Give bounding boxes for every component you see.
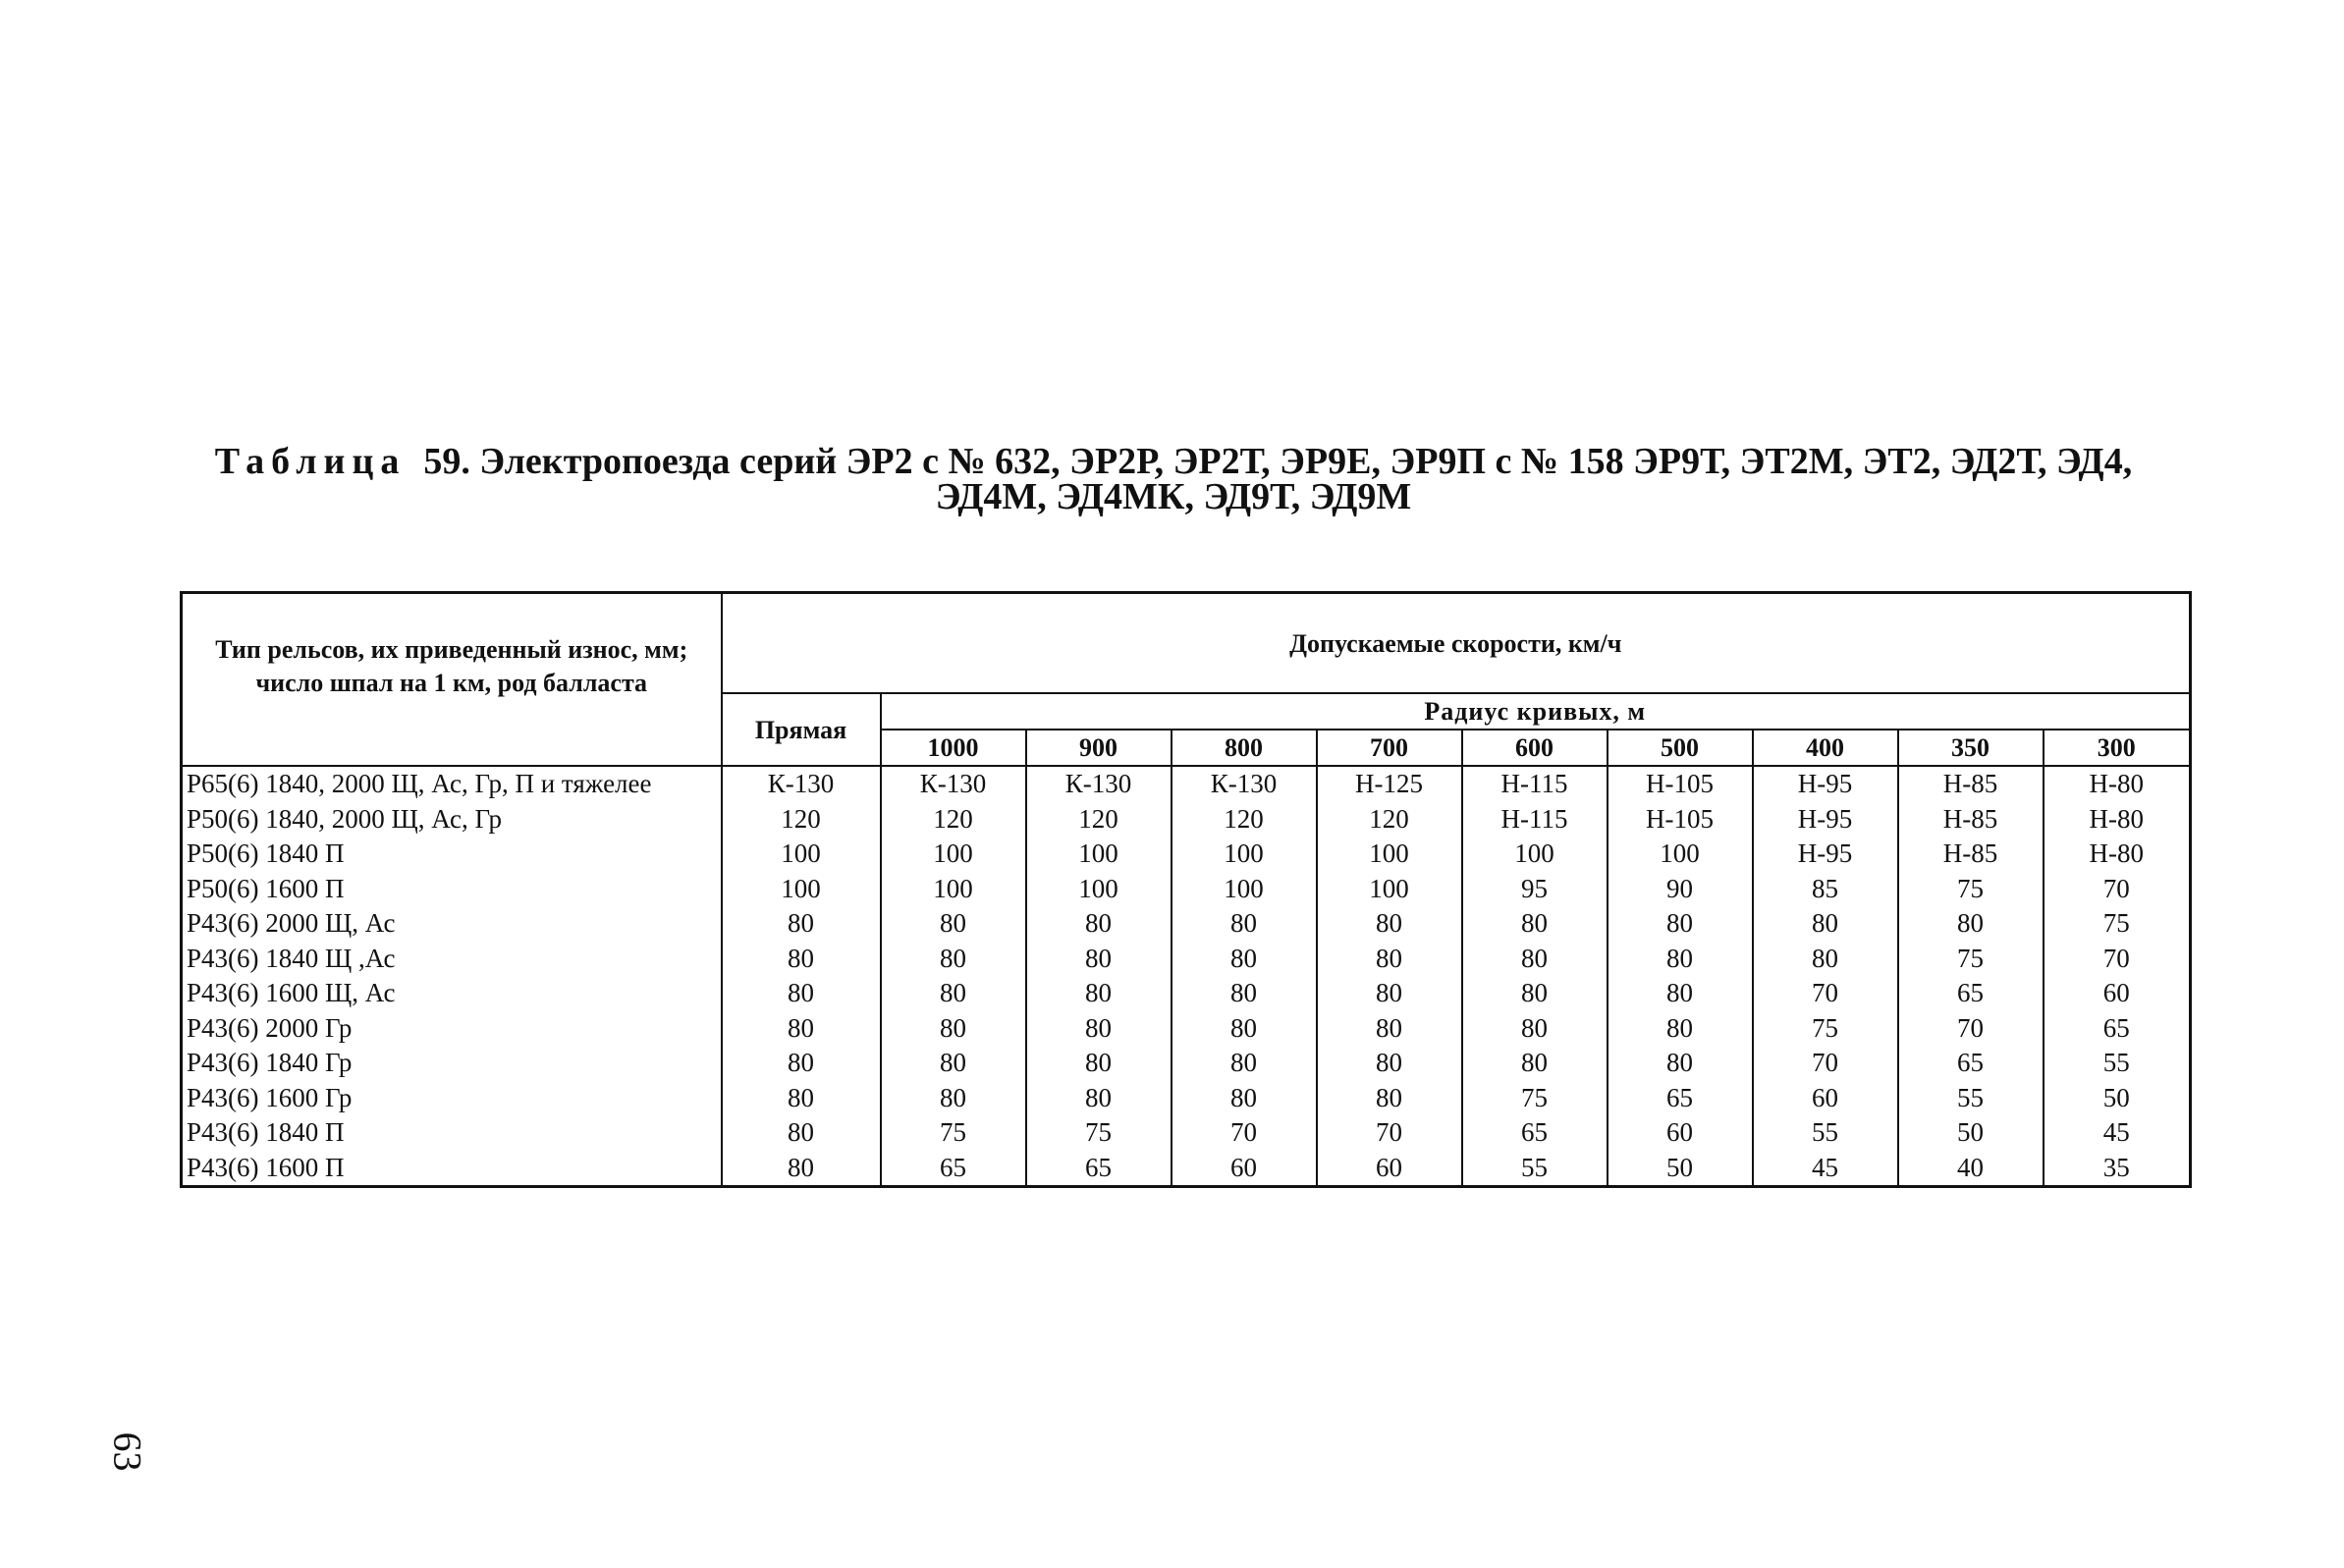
- table-title: [147, 441, 2200, 517]
- curve-speed-cell: 80: [881, 906, 1026, 942]
- curve-speed-cell: 70: [1753, 1046, 1898, 1081]
- curve-speed-cell: 80: [1753, 906, 1898, 942]
- rail-type-cell: Р43(6) 1600 Щ, Ас: [182, 976, 722, 1011]
- curve-speed-cell: Н-85: [1898, 802, 2044, 838]
- curve-speed-cell: 75: [1753, 1011, 1898, 1047]
- table-row: [182, 1115, 2191, 1151]
- table-row: [182, 1046, 2191, 1081]
- curve-speed-cell: 100: [881, 872, 1026, 907]
- curve-speed-cell: 120: [1317, 802, 1462, 838]
- curve-speed-cell: 35: [2044, 1151, 2191, 1187]
- curve-speed-cell: 40: [1898, 1151, 2044, 1187]
- curve-speed-cell: 80: [881, 1081, 1026, 1116]
- curve-speed-cell: 80: [1317, 1081, 1462, 1116]
- rail-type-cell: Р43(6) 1840 Гр: [182, 1046, 722, 1081]
- curve-speed-cell: 70: [2044, 872, 2191, 907]
- curve-speed-cell: 70: [1317, 1115, 1462, 1151]
- curve-speed-cell: 80: [1317, 1011, 1462, 1047]
- curve-speed-cell: 75: [881, 1115, 1026, 1151]
- curve-speed-cell: 80: [1753, 942, 1898, 977]
- curve-speed-cell: 65: [1898, 976, 2044, 1011]
- title-prefix: Таблица: [214, 441, 407, 482]
- curve-speed-cell: 80: [1172, 942, 1317, 977]
- rail-type-cell: Р43(6) 2000 Гр: [182, 1011, 722, 1047]
- straight-speed-cell: 100: [722, 872, 881, 907]
- curve-speed-cell: Н-95: [1753, 766, 1898, 802]
- curve-speed-cell: 75: [2044, 906, 2191, 942]
- table-body: [182, 766, 2191, 1187]
- curve-speed-cell: 60: [1317, 1151, 1462, 1187]
- page-number: 63: [105, 1432, 150, 1472]
- curve-speed-cell: 60: [1608, 1115, 1753, 1151]
- curve-speed-cell: 120: [881, 802, 1026, 838]
- speed-table: [180, 591, 2192, 1188]
- curve-speed-cell: 80: [1026, 1081, 1172, 1116]
- curve-speed-cell: 80: [1172, 1046, 1317, 1081]
- curve-speed-cell: 70: [1898, 1011, 2044, 1047]
- curve-speed-cell: 80: [1172, 1011, 1317, 1047]
- curve-speed-cell: 100: [1026, 872, 1172, 907]
- curve-speed-cell: Н-85: [1898, 837, 2044, 872]
- curve-speed-cell: 75: [1026, 1115, 1172, 1151]
- curve-speed-cell: 80: [1608, 1046, 1753, 1081]
- straight-speed-cell: 100: [722, 837, 881, 872]
- table-row: [182, 837, 2191, 872]
- radius-header-cell: 400: [1753, 730, 1898, 766]
- curve-speed-cell: 80: [1608, 906, 1753, 942]
- curve-speed-cell: 70: [1753, 976, 1898, 1011]
- curve-speed-cell: 65: [1898, 1046, 2044, 1081]
- rail-type-cell: Р50(6) 1600 П: [182, 872, 722, 907]
- curve-speed-cell: 80: [881, 1011, 1026, 1047]
- radius-header-cell: 600: [1462, 730, 1608, 766]
- curve-speed-cell: Н-85: [1898, 766, 2044, 802]
- table-row: [182, 1081, 2191, 1116]
- curve-speed-cell: 120: [1172, 802, 1317, 838]
- curve-speed-cell: 80: [1462, 1046, 1608, 1081]
- curve-speed-cell: Н-80: [2044, 766, 2191, 802]
- rail-type-cell: Р43(6) 1840 П: [182, 1115, 722, 1151]
- rail-type-cell: Р43(6) 2000 Щ, Ас: [182, 906, 722, 942]
- curve-speed-cell: 80: [1462, 976, 1608, 1011]
- straight-speed-cell: 80: [722, 976, 881, 1011]
- curve-speed-cell: 55: [1753, 1115, 1898, 1151]
- curve-speed-cell: 55: [2044, 1046, 2191, 1081]
- curve-speed-cell: 80: [1317, 906, 1462, 942]
- rail-type-cell: Р50(6) 1840, 2000 Щ, Ас, Гр: [182, 802, 722, 838]
- curve-speed-cell: К-130: [881, 766, 1026, 802]
- curve-speed-cell: 75: [1898, 872, 2044, 907]
- curve-speed-cell: 50: [1608, 1151, 1753, 1187]
- curve-speed-cell: 85: [1753, 872, 1898, 907]
- radius-header-cell: 900: [1026, 730, 1172, 766]
- curve-speed-cell: 80: [1898, 906, 2044, 942]
- curve-speed-cell: Н-95: [1753, 837, 1898, 872]
- curve-speed-cell: 65: [1608, 1081, 1753, 1116]
- curve-speed-cell: 80: [1462, 1011, 1608, 1047]
- rail-type-header: Тип рельсов, их приведенный износ, мм; число шпал на 1 км, род балласта: [182, 593, 722, 767]
- curve-speed-cell: 100: [1172, 872, 1317, 907]
- straight-speed-cell: 80: [722, 1081, 881, 1116]
- curve-speed-cell: 45: [2044, 1115, 2191, 1151]
- title-line-1: [147, 441, 2200, 482]
- straight-speed-cell: 80: [722, 1115, 881, 1151]
- table-row: [182, 802, 2191, 838]
- straight-speed-cell: 80: [722, 906, 881, 942]
- curve-speed-cell: 80: [1317, 942, 1462, 977]
- radius-header-cell: 350: [1898, 730, 2044, 766]
- curve-speed-cell: 80: [1608, 1011, 1753, 1047]
- curve-speed-cell: 90: [1608, 872, 1753, 907]
- curve-speed-cell: Н-105: [1608, 802, 1753, 838]
- curve-speed-cell: 80: [1026, 1011, 1172, 1047]
- curve-speed-cell: 45: [1753, 1151, 1898, 1187]
- curve-speed-cell: 100: [1462, 837, 1608, 872]
- curve-speed-cell: 100: [1317, 837, 1462, 872]
- curve-speed-cell: К-130: [1172, 766, 1317, 802]
- table-row: [182, 766, 2191, 802]
- curve-speed-cell: 100: [1172, 837, 1317, 872]
- straight-speed-cell: 80: [722, 1011, 881, 1047]
- title-line-2: ЭД4М, ЭД4МК, ЭД9Т, ЭД9М: [935, 476, 1412, 517]
- straight-speed-cell: 120: [722, 802, 881, 838]
- curve-speed-cell: 80: [1608, 976, 1753, 1011]
- straight-speed-cell: 80: [722, 1151, 881, 1187]
- curve-speed-cell: 65: [881, 1151, 1026, 1187]
- radius-header-cell: 300: [2044, 730, 2191, 766]
- curve-speed-cell: 75: [1898, 942, 2044, 977]
- curve-speed-cell: 80: [1172, 976, 1317, 1011]
- curve-speed-cell: 80: [1608, 942, 1753, 977]
- rail-type-cell: Р43(6) 1600 Гр: [182, 1081, 722, 1116]
- curve-speed-cell: 80: [1317, 1046, 1462, 1081]
- table-row: [182, 1151, 2191, 1187]
- allowed-speeds-header: Допускаемые скорости, км/ч: [722, 593, 2191, 694]
- table-row: [182, 942, 2191, 977]
- curve-speed-cell: 80: [1026, 906, 1172, 942]
- curve-speed-cell: 80: [881, 976, 1026, 1011]
- straight-speed-cell: К-130: [722, 766, 881, 802]
- curve-speed-cell: 80: [1172, 906, 1317, 942]
- curve-speed-cell: Н-105: [1608, 766, 1753, 802]
- curve-speed-cell: 80: [1026, 976, 1172, 1011]
- radius-header: Радиус кривых, м: [881, 693, 2191, 730]
- curve-speed-cell: 75: [1462, 1081, 1608, 1116]
- curve-speed-cell: 80: [1462, 906, 1608, 942]
- straight-header: Прямая: [722, 693, 881, 766]
- curve-speed-cell: Н-125: [1317, 766, 1462, 802]
- curve-speed-cell: Н-115: [1462, 766, 1608, 802]
- radius-header-cell: 500: [1608, 730, 1753, 766]
- curve-speed-cell: 120: [1026, 802, 1172, 838]
- curve-speed-cell: 65: [1026, 1151, 1172, 1187]
- curve-speed-cell: 100: [1608, 837, 1753, 872]
- rail-type-cell: Р43(6) 1840 Щ ,Ас: [182, 942, 722, 977]
- curve-speed-cell: Н-80: [2044, 837, 2191, 872]
- curve-speed-cell: 80: [1026, 1046, 1172, 1081]
- rail-type-cell: Р50(6) 1840 П: [182, 837, 722, 872]
- curve-speed-cell: 60: [1172, 1151, 1317, 1187]
- curve-speed-cell: 50: [1898, 1115, 2044, 1151]
- curve-speed-cell: 50: [2044, 1081, 2191, 1116]
- curve-speed-cell: 80: [881, 1046, 1026, 1081]
- title-text-1: 59. Электропоезда серий ЭР2 с № 632, ЭР2Р, ЭР2Т, ЭР9Е, ЭР9П с № 158 ЭР9Т, ЭТ2М, ЭТ2, ЭД2Т, ЭД4,: [423, 441, 2133, 482]
- curve-speed-cell: 55: [1462, 1151, 1608, 1187]
- curve-speed-cell: К-130: [1026, 766, 1172, 802]
- curve-speed-cell: 65: [2044, 1011, 2191, 1047]
- curve-speed-cell: Н-115: [1462, 802, 1608, 838]
- curve-speed-cell: 100: [1317, 872, 1462, 907]
- curve-speed-cell: 65: [1462, 1115, 1608, 1151]
- curve-speed-cell: 80: [1172, 1081, 1317, 1116]
- curve-speed-cell: 100: [881, 837, 1026, 872]
- rail-type-cell: Р43(6) 1600 П: [182, 1151, 722, 1187]
- curve-speed-cell: 60: [1753, 1081, 1898, 1116]
- rail-type-cell: Р65(6) 1840, 2000 Щ, Ас, Гр, П и тяжелее: [182, 766, 722, 802]
- curve-speed-cell: 55: [1898, 1081, 2044, 1116]
- curve-speed-cell: 95: [1462, 872, 1608, 907]
- table-row: [182, 1011, 2191, 1047]
- curve-speed-cell: 100: [1026, 837, 1172, 872]
- curve-speed-cell: 60: [2044, 976, 2191, 1011]
- curve-speed-cell: Н-80: [2044, 802, 2191, 838]
- curve-speed-cell: 80: [1026, 942, 1172, 977]
- straight-speed-cell: 80: [722, 1046, 881, 1081]
- curve-speed-cell: 80: [1462, 942, 1608, 977]
- curve-speed-cell: 80: [881, 942, 1026, 977]
- straight-speed-cell: 80: [722, 942, 881, 977]
- radius-header-cell: 1000: [881, 730, 1026, 766]
- table-row: [182, 872, 2191, 907]
- radius-header-cell: 800: [1172, 730, 1317, 766]
- table-row: [182, 976, 2191, 1011]
- curve-speed-cell: 80: [1317, 976, 1462, 1011]
- radius-header-cell: 700: [1317, 730, 1462, 766]
- curve-speed-cell: 70: [1172, 1115, 1317, 1151]
- table-row: [182, 906, 2191, 942]
- curve-speed-cell: Н-95: [1753, 802, 1898, 838]
- curve-speed-cell: 70: [2044, 942, 2191, 977]
